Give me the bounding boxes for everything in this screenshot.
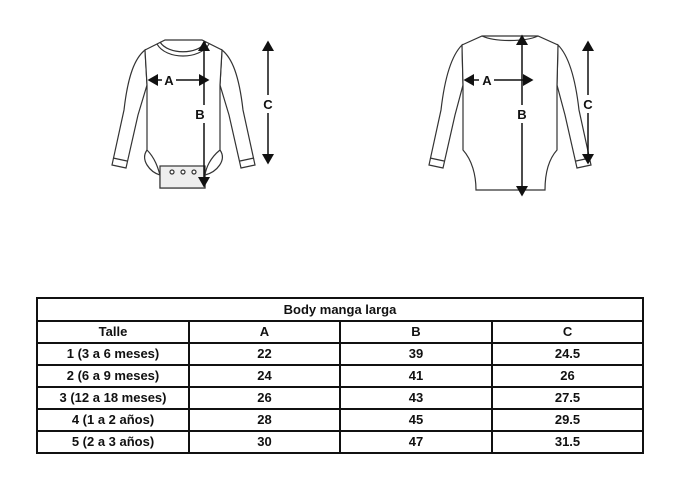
header-b: B bbox=[340, 321, 492, 343]
cell-b: 41 bbox=[340, 365, 492, 387]
table-row bbox=[37, 365, 643, 387]
cell-b: 47 bbox=[340, 431, 492, 453]
cell-a: 24 bbox=[189, 365, 340, 387]
cell-a: 22 bbox=[189, 343, 340, 365]
back-bodysuit-drawing bbox=[429, 36, 591, 190]
cell-c: 31.5 bbox=[492, 431, 643, 453]
table-row bbox=[37, 431, 643, 453]
front-bodysuit-drawing bbox=[112, 40, 255, 188]
cell-talle: 5 (2 a 3 años) bbox=[37, 431, 189, 453]
cell-b: 39 bbox=[340, 343, 492, 365]
header-a: A bbox=[189, 321, 340, 343]
front-label-b: B bbox=[195, 107, 205, 122]
cell-c: 26 bbox=[492, 365, 643, 387]
table-row bbox=[37, 409, 643, 431]
table-title: Body manga larga bbox=[37, 298, 643, 321]
back-label-b: B bbox=[517, 107, 527, 122]
cell-talle: 1 (3 a 6 meses) bbox=[37, 343, 189, 365]
cell-b: 43 bbox=[340, 387, 492, 409]
table-row bbox=[37, 343, 643, 365]
cell-talle: 3 (12 a 18 meses) bbox=[37, 387, 189, 409]
cell-a: 28 bbox=[189, 409, 340, 431]
table-row bbox=[37, 387, 643, 409]
front-label-a: A bbox=[164, 73, 174, 88]
table-header-row bbox=[37, 321, 643, 343]
cell-talle: 2 (6 a 9 meses) bbox=[37, 365, 189, 387]
back-label-a: A bbox=[482, 73, 492, 88]
cell-b: 45 bbox=[340, 409, 492, 431]
cell-c: 27.5 bbox=[492, 387, 643, 409]
cell-c: 29.5 bbox=[492, 409, 643, 431]
header-talle: Talle bbox=[37, 321, 189, 343]
size-chart-table bbox=[36, 297, 644, 454]
cell-a: 26 bbox=[189, 387, 340, 409]
cell-c: 24.5 bbox=[492, 343, 643, 365]
table-title-row bbox=[37, 298, 643, 321]
cell-talle: 4 (1 a 2 años) bbox=[37, 409, 189, 431]
header-c: C bbox=[492, 321, 643, 343]
front-label-c: C bbox=[263, 97, 273, 112]
cell-a: 30 bbox=[189, 431, 340, 453]
back-label-c: C bbox=[583, 97, 593, 112]
